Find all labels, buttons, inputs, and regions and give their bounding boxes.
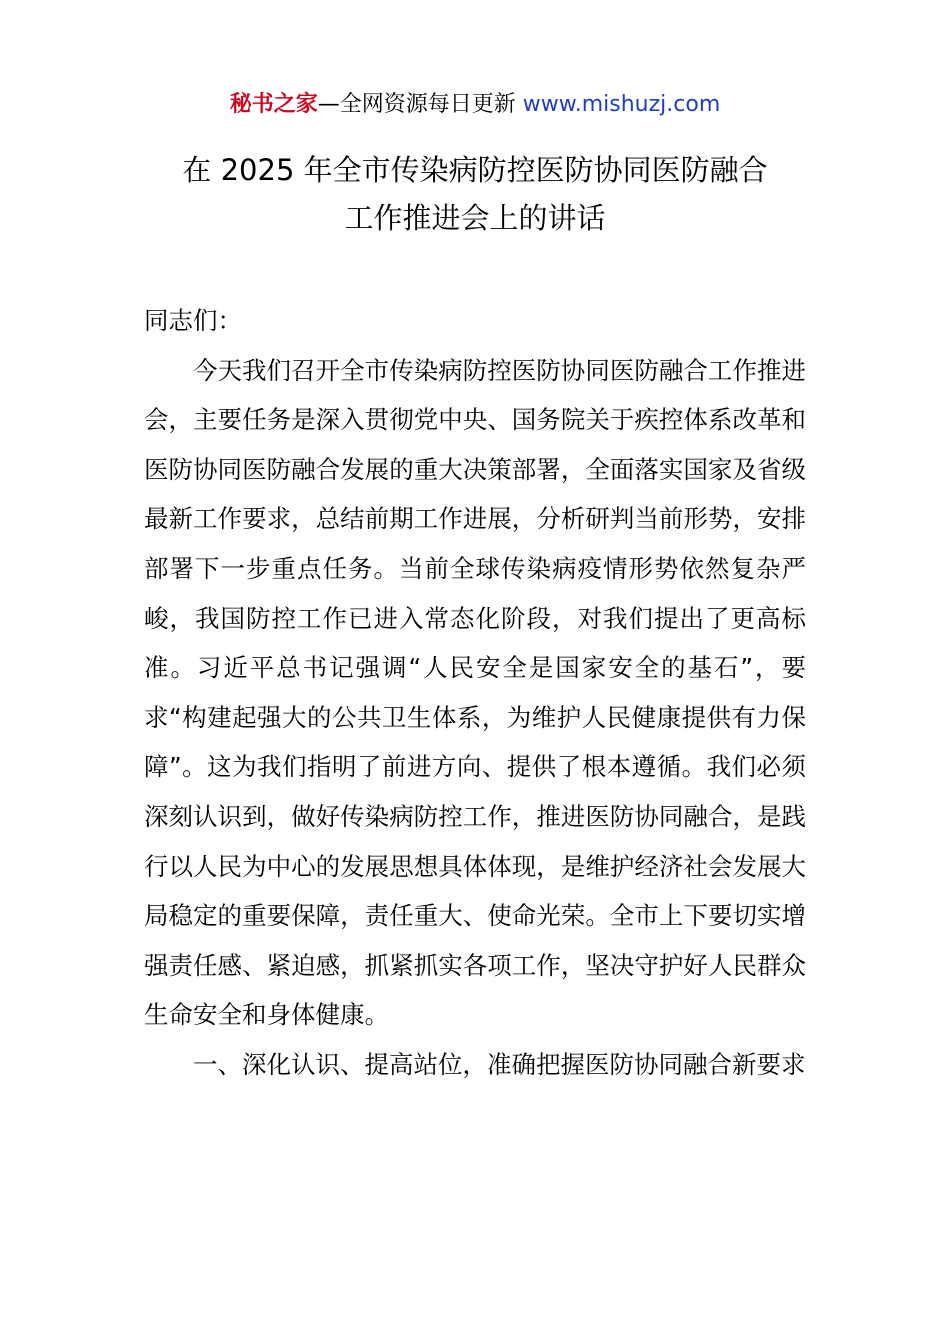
title-line-1: 在 2025 年全市传染病防控医防协同医防融合 [182,153,768,187]
paragraph-intro: 今天我们召开全市传染病防控医防协同医防融合工作推进会，主要任务是深入贯彻党中央、国务院关于疾控体系改革和医防协同医防融合发展的重大决策部署，全面落实国家及省级最新工作要求，总结前期工作进展，分析研判当前形势，安排部署下一步重点任务。当前全球传染病疫情形势依然复杂严峻，我国防控工作已进入常态化阶段，对我们提出了更高标准。习近平总书记强调“人民安全是国家安全的基石”，要求“构建起强大的公共卫生体系，为维护人民健康提供有力保障”。这为我们指明了前进方向、提供了根本遵循。我们必须深刻认识到，做好传染病防控工作，推进医防协同融合，是践行以人民为中心的发展思想具体体现，是维护经济社会发展大局稳定的重要保障，责任重大、使命光荣。全市上下要切实增强责任感、紧迫感，抓紧抓实各项工作，坚决守护好人民群众生命安全和身体健康。 [144,355,806,1030]
site-header [0,88,950,122]
section-heading-1: 一、深化认识、提高站位，准确把握医防协同融合新要求 [193,1049,806,1079]
document-body [144,296,806,1090]
title-line-2: 工作推进会上的讲话 [344,201,606,235]
document-title [100,146,850,242]
brand-name: 秘书之家 [229,92,318,117]
salutation: 同志们： [144,306,242,335]
site-url[interactable]: www.mishuzj.com [522,92,721,117]
header-tagline: —全网资源每日更新 [317,92,523,117]
